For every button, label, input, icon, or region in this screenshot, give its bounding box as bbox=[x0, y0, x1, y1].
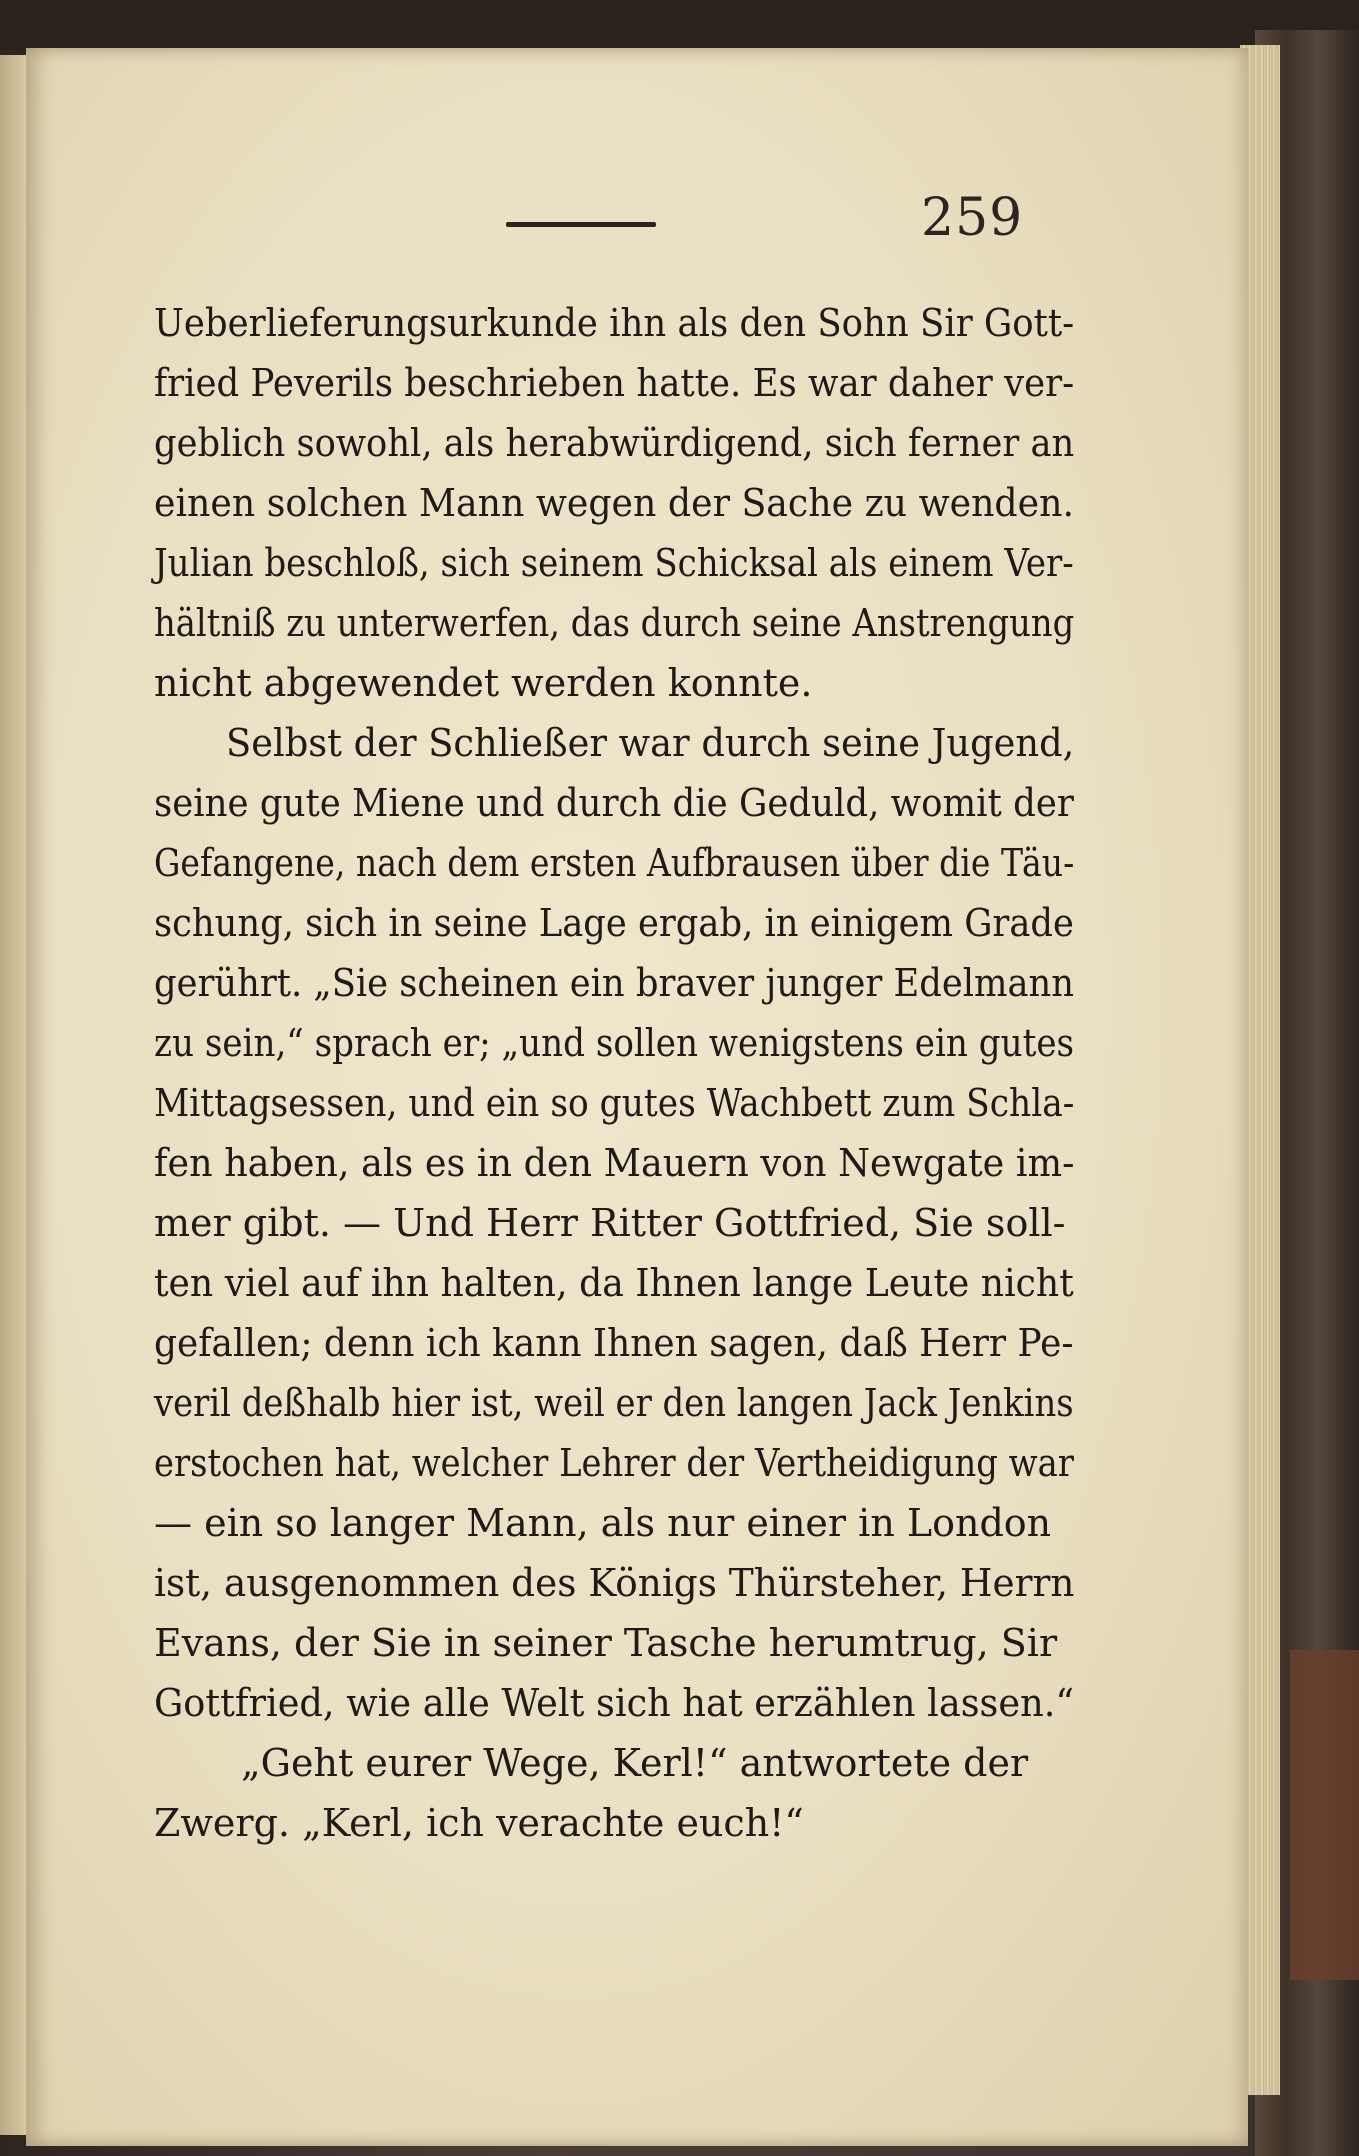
text-line: Gefangene, nach dem ersten Aufbrausen über die Täu- bbox=[154, 841, 1075, 885]
text-line: schung, sich in seine Lage ergab, in einigem Grade bbox=[154, 901, 1074, 945]
text-line: gefallen; denn ich kann Ihnen sagen, daß Herr Pe- bbox=[154, 1321, 1074, 1365]
text-line: Mittagsessen, und ein so gutes Wachbett zum Schla- bbox=[154, 1081, 1075, 1125]
text-line: zu sein,“ sprach er; „und sollen wenigstens ein gutes bbox=[154, 1021, 1075, 1065]
text-line: hältniß zu unterwerfen, das durch seine Anstrengung bbox=[154, 601, 1075, 645]
text-line: Selbst der Schließer war durch seine Jugend, bbox=[226, 721, 1075, 765]
text-line: mer gibt. — Und Herr Ritter Gottfried, Sie soll- bbox=[154, 1201, 1066, 1245]
text-line: fen haben, als es in den Mauern von Newgate im- bbox=[154, 1141, 1075, 1185]
facing-page-edge bbox=[0, 55, 26, 2135]
text-line: einen solchen Mann wegen der Sache zu wenden. bbox=[154, 481, 1074, 525]
text-line: Evans, der Sie in seiner Tasche herumtrug, Sir bbox=[154, 1621, 1058, 1665]
text-line: nicht abgewendet werden konnte. bbox=[154, 661, 813, 705]
text-line: ist, ausgenommen des Königs Thürsteher, Herrn bbox=[154, 1561, 1075, 1605]
header-rule bbox=[506, 222, 656, 227]
text-line: Zwerg. „Kerl, ich verachte euch!“ bbox=[154, 1801, 804, 1845]
text-line: seine gute Miene und durch die Geduld, womit der bbox=[154, 781, 1074, 825]
text-line: Julian beschloß, sich seinem Schicksal als einem Ver- bbox=[154, 541, 1074, 585]
text-line: „Geht eurer Wege, Kerl!“ antwortete der bbox=[241, 1741, 1029, 1785]
text-line: geblich sowohl, als herabwürdigend, sich ferner an bbox=[154, 421, 1075, 465]
book-page bbox=[26, 48, 1248, 2146]
text-line: Ueberlieferungsurkunde ihn als den Sohn Sir Gott- bbox=[154, 301, 1075, 345]
text-line: erstochen hat, welcher Lehrer der Vertheidigung war bbox=[154, 1441, 1074, 1485]
text-line: fried Peverils beschrieben hatte. Es war daher ver- bbox=[154, 361, 1075, 405]
text-line: gerührt. „Sie scheinen ein braver junger Edelmann bbox=[154, 961, 1075, 1005]
cover-stain bbox=[1290, 1650, 1359, 1980]
text-line: ten viel auf ihn halten, da Ihnen lange Leute nicht bbox=[154, 1261, 1074, 1305]
text-line: veril deßhalb hier ist, weil er den langen Jack Jenkins bbox=[154, 1381, 1074, 1425]
top-edge bbox=[0, 0, 1359, 50]
page-number: 259 bbox=[921, 188, 1024, 248]
text-line: — ein so langer Mann, als nur einer in London bbox=[154, 1501, 1052, 1545]
text-line: Gottfried, wie alle Welt sich hat erzählen lassen.“ bbox=[154, 1681, 1075, 1725]
